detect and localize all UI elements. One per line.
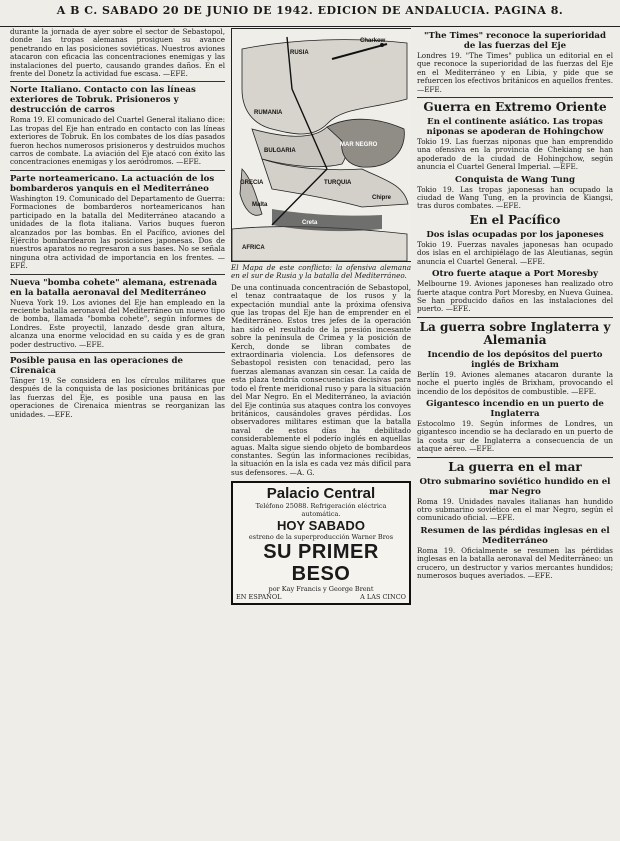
map-label: Charkow (360, 38, 386, 44)
ad-title: Palacio Central (266, 485, 376, 503)
article-body: Tánger 19. Se considera en los círculos militares que después de la conquista de las posiciones británicas por las fuerzas del Eje, es posible una pausa en las operaciones de Cirenaica mientras se reorganizan las unidades. —EFE. (10, 375, 225, 419)
map-label: GRECIA (240, 180, 264, 186)
article-headline: Nueva "bomba cohete" alemana, estrenada en la batalla aeronaval del Mediterráneo (10, 277, 218, 298)
article-body: Melbourne 19. Aviones japoneses han realizado otro fuerte ataque contra Port Moresby, en Nueva Guinea. Se han producido daños en las instalaciones del puerto. —EFE. (417, 279, 613, 314)
article-headline: Conquista de Wang Tung (454, 174, 575, 185)
article-body: Estocolmo 19. Según informes de Londres, un gigantesco incendio se ha declarado en un puerto de la costa sur de Inglaterra a consecuencia de un ataque aéreo. —EFE. (417, 418, 613, 454)
map-label: RUSIA (290, 50, 309, 56)
ad-phone: Teléfono 25088. Refrigeración eléctrica automática. (255, 502, 387, 519)
ad-intro: estreno de la superproducción Warner Bros (248, 533, 394, 542)
divider (417, 457, 613, 458)
ad-cast: por Kay Francis y George Brent (268, 585, 374, 594)
article-body: Roma 19. El comunicado del Cuartel General italiano dice: Las tropas del Eje han entrado en contacto con las líneas exteriores de Tobruk. En los combates de los días pasados fueron hechos numerosos prisioneros y destruidos muchos carros de combate. La aviación del Eje atacó con éxito las concentraciones enemigas y los aeródromos. —EFE. (10, 115, 225, 167)
map-drawing (232, 29, 411, 261)
section-headline: La guerra en el mar (448, 459, 582, 474)
map-label: Creta (302, 220, 318, 226)
divider (10, 81, 225, 82)
cinema-advertisement (231, 481, 411, 605)
divider (417, 317, 613, 318)
article-headline: "The Times" reconoce la superioridad de las fuerzas del Eje (423, 31, 607, 51)
article-body: Roma 19. Unidades navales italianas han hundido otro submarino soviético en el mar Negro, según el comunicado oficial. —EFE. (417, 496, 613, 523)
article-headline: Gigantesco incendio en un puerto de Inglaterra (426, 398, 604, 419)
ad-language: EN ESPAÑOL (236, 593, 282, 602)
article-body: Londres 19. "The Times" publica un editorial en el que reconoce la superioridad de las fuerzas del Eje en el Mediterráneo y en Libia, y pide que se refuercen los efectivos británicos en aquellos frentes. —EFE. (417, 51, 613, 94)
column-2 (231, 28, 411, 835)
map-label: AFRICA (242, 245, 265, 251)
divider (10, 274, 225, 275)
map-label: RUMANIA (254, 110, 283, 116)
article-headline: Norte Italiano. Contacto con las líneas exteriores de Tobruk. Prisioneros y destrucción de carros (10, 85, 196, 116)
ad-time: A LAS CINCO (360, 593, 406, 602)
article-body: Berlín 19. Aviones alemanes atacaron durante la noche el puerto inglés de Brixham, provocando el incendio de los depósitos de combustible. —EFE. (417, 369, 613, 396)
article-headline: Otro fuerte ataque a Port Moresby (432, 269, 598, 280)
divider (417, 97, 613, 98)
article-headline: Posible pausa en las operaciones de Cirenaica (10, 355, 183, 376)
map-label: Malta (252, 202, 268, 208)
article-body: Roma 19. Oficialmente se resumen las pérdidas inglesas en la batalla aeronaval del Mediterráneo: un crucero, un destructor y varios mercantes hundidos; numerosos buques averiados. —EFE. (417, 545, 613, 580)
article-headline: Resumen de las pérdidas inglesas en el Mediterráneo (420, 525, 610, 546)
article-body: Tokio 19. Fuerzas navales japonesas han ocupado dos islas en el archipiélago de las Aleutianas, según anuncia el Cuartel General. —EFE. (417, 239, 613, 266)
ad-day: HOY SABADO (277, 518, 365, 534)
divider (10, 170, 225, 171)
article-headline: En el continente asiático. Las tropas niponas se apoderan de Hohingchow (426, 117, 604, 138)
page-header: A B C. SABADO 20 DE JUNIO DE 1942. EDICION DE ANDALUCIA. PAGINA 8. (0, 4, 620, 27)
map-label: BULGARIA (264, 148, 296, 154)
map-label: TURQUIA (324, 180, 352, 186)
column-1 (10, 28, 225, 835)
map-caption: El Mapa de este conflicto: la ofensiva alemana en el sur de Rusia y la batalla del Mediterráneo. (231, 263, 411, 281)
divider (10, 352, 225, 353)
article-body: Tokio 19. Las fuerzas niponas que han emprendido una ofensiva en la provincia de Chekiang se han apoderado de la ciudad de Hohingchow, según anuncia el Cuartel General Imperial. —EFE. (417, 137, 613, 172)
map-label: Chipre (372, 195, 392, 201)
article-headline: Parte norteamericano. La actuación de los bombarderos yanquis en el Mediterráneo (10, 173, 215, 194)
section-headline: La guerra sobre Inglaterra y Alemania (419, 319, 611, 347)
war-map (231, 28, 411, 262)
ad-film: SU PRIMER BESO (263, 541, 379, 586)
article-body: durante la jornada de ayer sobre el sector de Sebastopol, donde las tropas alemanas prosiguen su avance penetrando en las posiciones soviéticas. Nuestros aviones atacaron con eficacia las concentraciones enemigas y las instalaciones del puerto, causando grandes daños. En el frente del Donetz la actividad fue escasa. —EFE. (10, 28, 225, 79)
section-headline: Guerra en Extremo Oriente (423, 100, 607, 115)
map-label: MAR NEGRO (340, 142, 378, 148)
article-headline: Dos islas ocupadas por los japoneses (426, 229, 604, 240)
section-headline: En el Pacífico (469, 212, 561, 227)
column-3 (417, 28, 613, 835)
article-body: De una continuada concentración de Sebastopol, el tenaz contraataque de los rusos y la expectación mundial ante la próxima ofensiva que las tropas del Eje han de emprender en el Mediterráneo. Estos tres jefes de la operación han sido el resultado de la presión incesante sobre la península de Crimea y la posición de Kerch, donde se libran combates de extraordinaria violencia. Los defensores de Sebastopol resisten con tenacidad, pero las fuerzas alemanas avanzan sin cesar. La caída de esta plaza tendría consecuencias decisivas para todo el frente meridional ruso y para la situación del Mar Negro. En el Mediterráneo, la aviación del Eje continúa sus ataques contra los convoyes británicos, causándoles graves pérdidas. Los observadores militares estiman que la batalla naval de estos días ha debilitado considerablemente el poderío inglés en aquellas aguas. Malta sigue siendo objeto de bombardeos constantes. Según las informaciones recibidas, la situación en la isla es cada vez más difícil para sus defensores. —A. G. (231, 282, 411, 477)
article-body: Tokio 19. Las tropas japonesas han ocupado la ciudad de Wang Tung, en la provincia de Kiangsi, tras duros combates. —EFE. (417, 184, 613, 211)
ad-footer (236, 593, 406, 601)
article-body: Nueva York 19. Los aviones del Eje han empleado en la reciente batalla aeronaval del Mediterráneo un nuevo tipo de bomba, llamada "bomba cohete", según informes de Londres. Este proyectil, lanzado desde gran altura, alcanza una enorme velocidad en su caída y es de gran poder destructivo. —EFE. (10, 297, 225, 349)
article-headline: Otro submarino soviético hundido en el mar Negro (419, 476, 611, 497)
article-body: Washington 19. Comunicado del Departamento de Guerra: Formaciones de bombarderos norteamericanos han participado en la batalla del Mediterráneo atacando a unidades de la flota italiana. Varios buques fueron alcanzados por las bombas. En el Pacífico, aviones del Ejército bombardearon las posiciones japonesas. Dos de nuestros aparatos no regresaron a sus bases. No se señala ninguna otra actividad de importancia en los frentes. —EFE. (10, 193, 225, 271)
article-headline: Incendio de los depósitos del puerto inglés de Brixham (427, 349, 603, 370)
